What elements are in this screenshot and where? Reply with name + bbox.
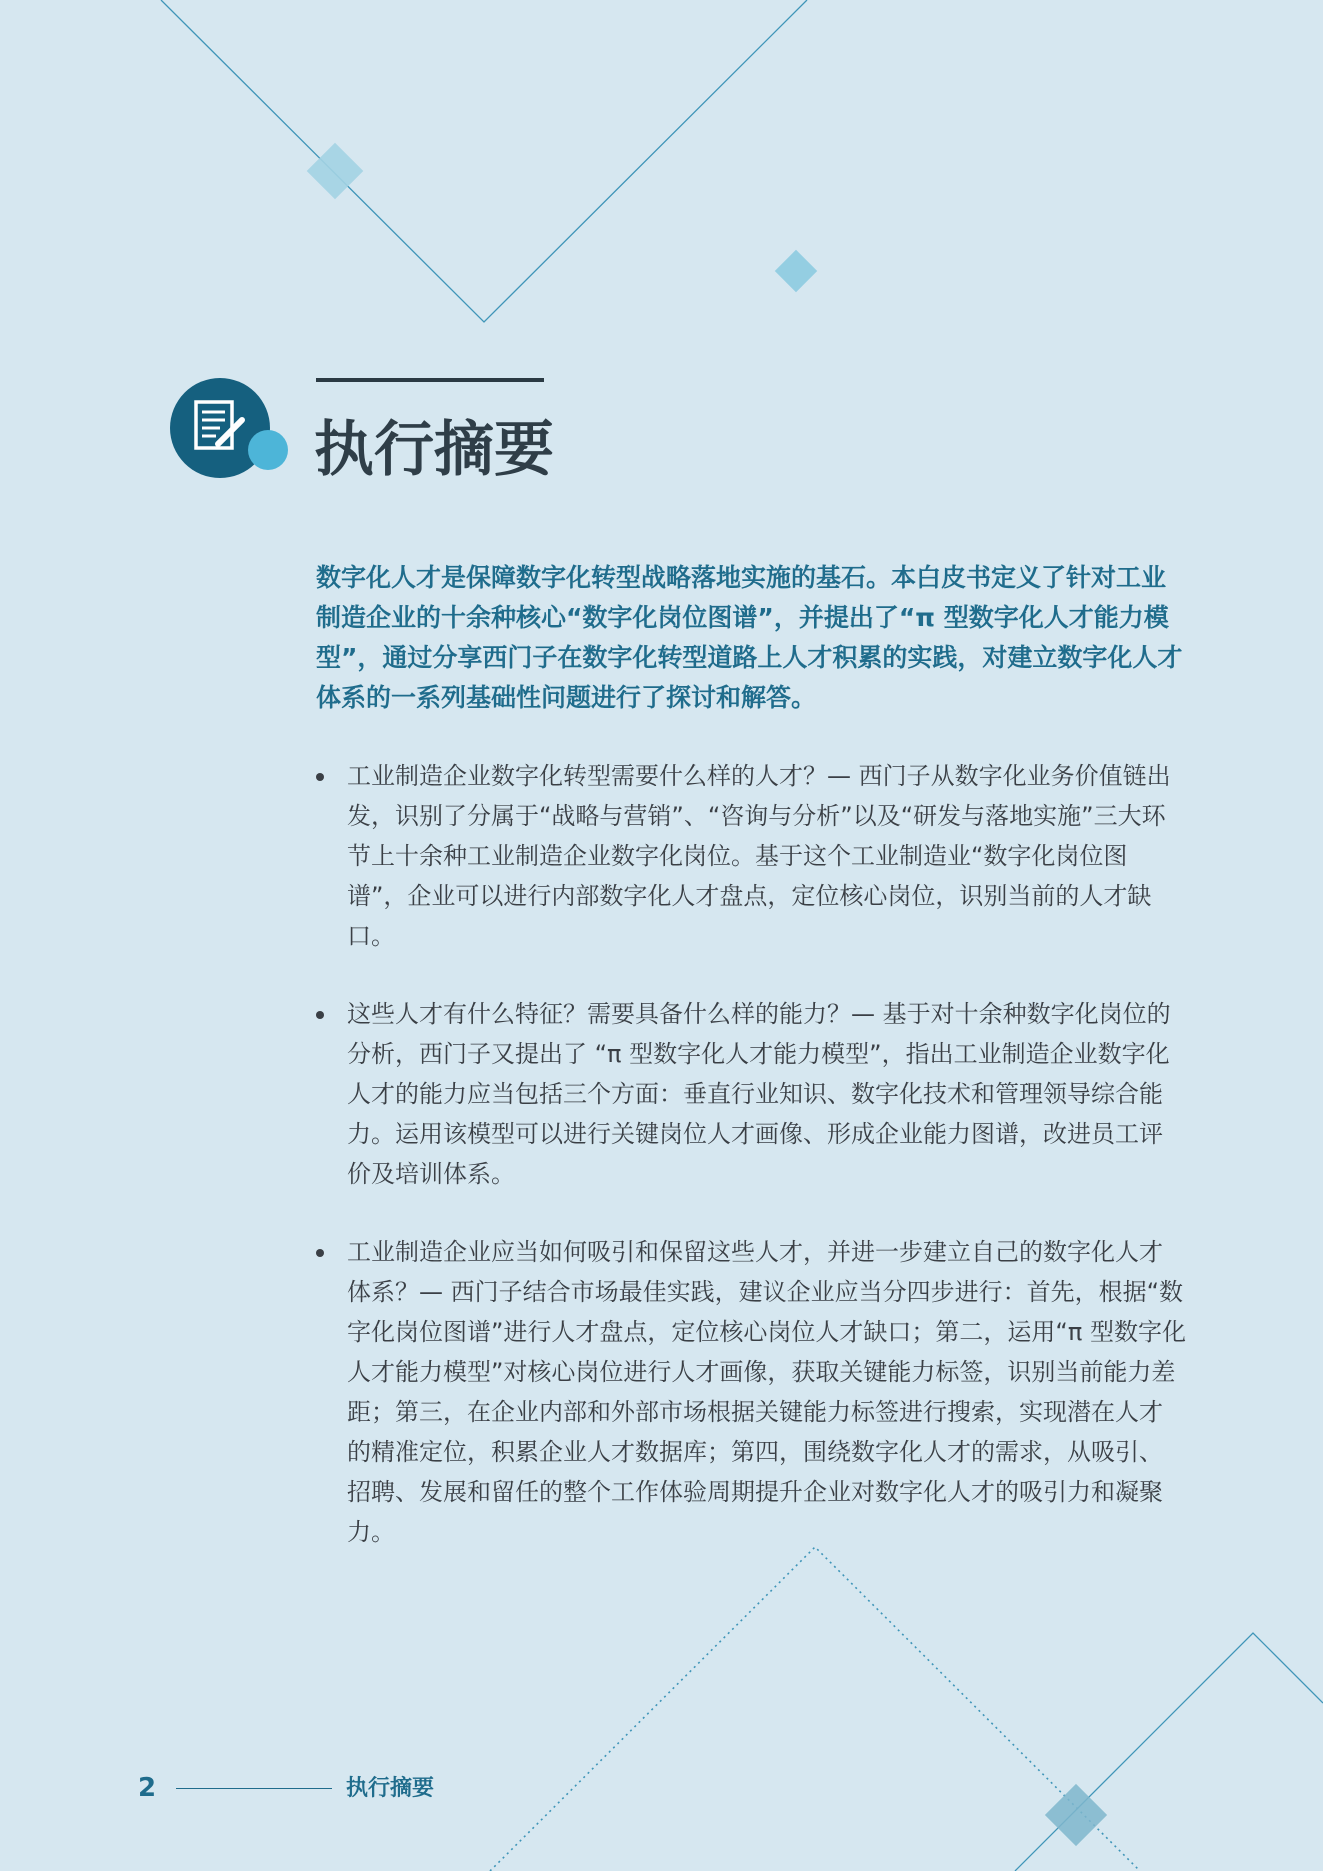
intro-paragraph: 数字化人才是保障数字化转型战略落地实施的基石。本白皮书定义了针对工业制造企业的十余种核心“数字化岗位图谱”，并提出了“π 型数字化人才能力模型”，通过分享西门子在数字化转型道路上人才积累的实践，对建立数字化人才体系的一系列基础性问题进行了探讨和解答。 xyxy=(316,563,1183,712)
title-rule xyxy=(316,378,544,382)
bullet-dot-icon xyxy=(316,1011,324,1019)
list-item xyxy=(316,994,1186,1194)
list-item xyxy=(316,1232,1186,1552)
list-item-text: 这些人才有什么特征？需要具备什么样的能力？— 基于对十余种数字化岗位的分析，西门子又提出了 “π 型数字化人才能力模型”，指出工业制造企业数字化人才的能力应当包括三个方面：垂直行业知识、数字化技术和管理领导综合能力。运用该模型可以进行关键岗位人才画像、形成企业能力图谱，改进员工评价及培训体系。 xyxy=(347,1000,1171,1188)
bullet-dot-icon xyxy=(316,773,324,781)
diamond-decoration xyxy=(307,143,364,200)
bullet-list xyxy=(316,756,1186,1590)
footer-rule xyxy=(176,1788,332,1789)
bottom-dotted-triangle xyxy=(490,1547,1140,1871)
diamond-decoration xyxy=(1045,1784,1107,1846)
bullet-dot-icon xyxy=(316,1249,324,1257)
document-edit-icon xyxy=(170,378,290,478)
page-title: 执行摘要 xyxy=(314,415,554,485)
diamond-decoration xyxy=(775,250,817,292)
list-item-text: 工业制造企业应当如何吸引和保留这些人才，并进一步建立自己的数字化人才体系？— 西门子结合市场最佳实践，建议企业应当分四步进行：首先，根据“数字化岗位图谱”进行人才盘点，定位核心岗位人才缺口；第二，运用“π 型数字化人才能力模型”对核心岗位进行人才画像，获取关键能力标签，识别当前能力差距；第三，在企业内部和外部市场根据关键能力标签进行搜索，实现潜在人才的精准定位，积累企业人才数据库；第四，围绕数字化人才的需求，从吸引、招聘、发展和留任的整个工作体验周期提升企业对数字化人才的吸引力和凝聚力。 xyxy=(347,1238,1186,1546)
bottom-right-line xyxy=(1015,1633,1323,1871)
list-item xyxy=(316,756,1186,956)
page-number: 2 xyxy=(138,1773,157,1803)
top-v-line xyxy=(161,0,807,322)
list-item-text: 工业制造企业数字化转型需要什么样的人才？— 西门子从数字化业务价值链出发，识别了分属于“战略与营销”、“咨询与分析”以及“研发与落地实施”三大环节上十余种工业制造企业数字化岗位。基于这个工业制造业“数字化岗位图谱”，企业可以进行内部数字化人才盘点，定位核心岗位，识别当前的人才缺口。 xyxy=(347,762,1171,950)
footer-section-label: 执行摘要 xyxy=(346,1776,435,1801)
